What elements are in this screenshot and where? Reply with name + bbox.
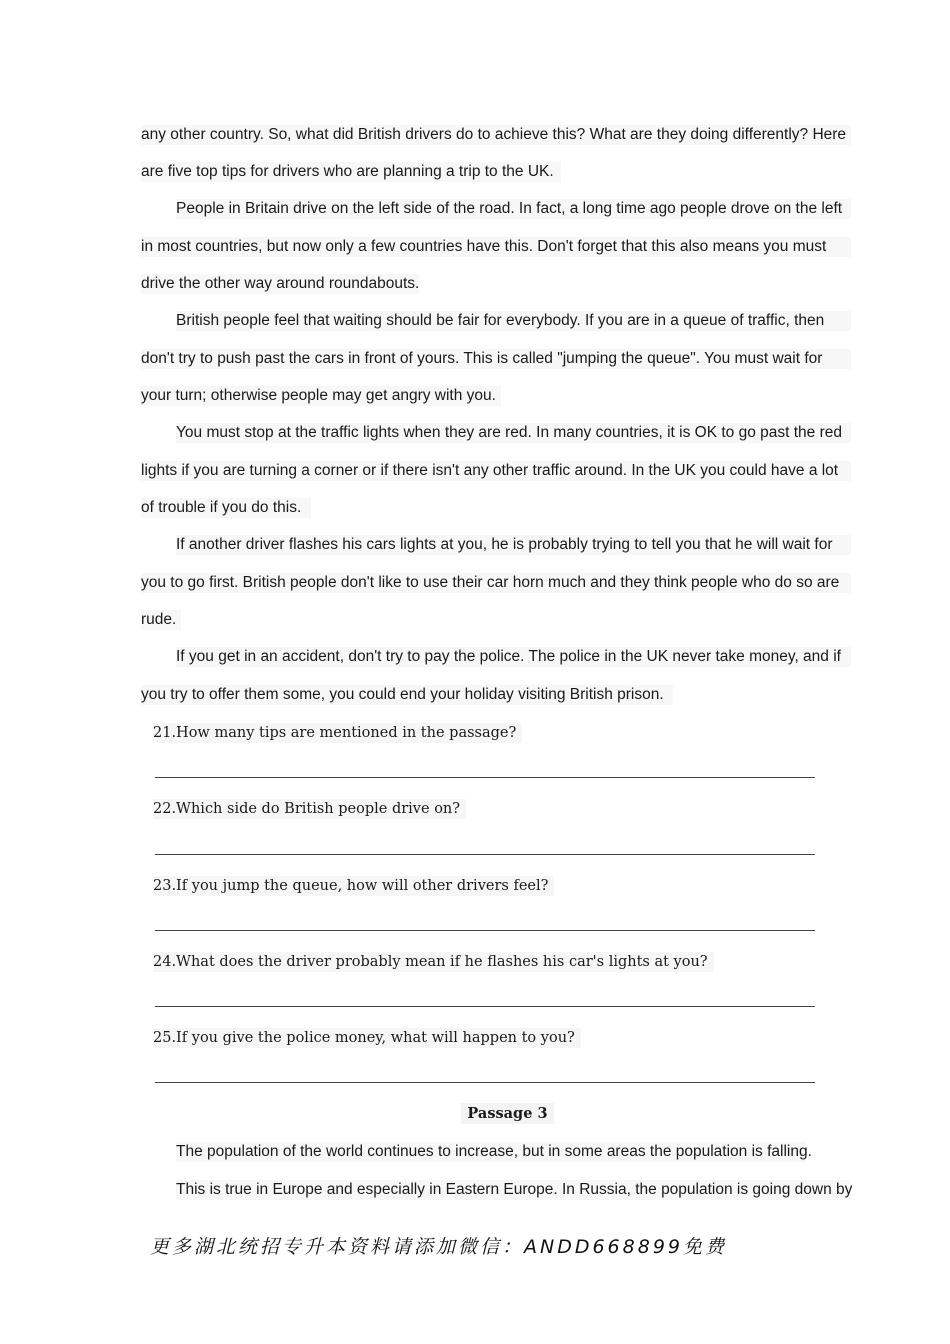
passage2-line: you to go first. British people don't like to use their car horn much and they think people who do so are bbox=[141, 573, 851, 593]
passage2-line: If another driver flashes his cars lights at you, he is probably trying to tell you that he will wait for bbox=[176, 535, 851, 555]
passage3-line: This is true in Europe and especially in Eastern Europe. In Russia, the population is going down by bbox=[176, 1181, 853, 1198]
passage2-line: any other country. So, what did British drivers do to achieve this? What are they doing differently? Here bbox=[141, 125, 851, 145]
passage2-line: in most countries, but now only a few countries have this. Don't forget that this also means you must bbox=[141, 237, 851, 257]
passage2-line: drive the other way around roundabouts. bbox=[141, 275, 420, 292]
question-21: 21.How many tips are mentioned in the passage? bbox=[153, 723, 522, 743]
question-25: 25.If you give the police money, what will happen to you? bbox=[153, 1028, 581, 1048]
question-23: 23.If you jump the queue, how will other drivers feel? bbox=[153, 876, 554, 896]
passage2-line: lights if you are turning a corner or if there isn't any other traffic around. In the UK you could have a lot bbox=[141, 461, 851, 481]
passage2-line: are five top tips for drivers who are planning a trip to the UK. bbox=[141, 162, 561, 182]
passage2-line: of trouble if you do this. bbox=[141, 498, 311, 518]
question-24: 24.What does the driver probably mean if he flashes his car's lights at you? bbox=[153, 952, 714, 972]
footer-notice: 更多湖北统招专升本资料请添加微信：ANDD668899免费 bbox=[150, 1236, 728, 1258]
passage2-line: British people feel that waiting should be fair for everybody. If you are in a queue of traffic, then bbox=[176, 311, 851, 331]
passage2-line: you try to offer them some, you could end your holiday visiting British prison. bbox=[141, 685, 673, 705]
passage2-line: You must stop at the traffic lights when they are red. In many countries, it is OK to go past the red bbox=[176, 423, 851, 443]
answer-line bbox=[155, 930, 815, 931]
answer-line bbox=[155, 854, 815, 855]
answer-line bbox=[155, 1006, 815, 1007]
passage2-line: rude. bbox=[141, 610, 181, 630]
passage3-line: The population of the world continues to increase, but in some areas the population is falling. bbox=[176, 1143, 812, 1160]
question-22: 22.Which side do British people drive on? bbox=[153, 799, 466, 819]
passage2-line: don't try to push past the cars in front of yours. This is called "jumping the queue". You must wait for bbox=[141, 349, 851, 369]
passage2-line: People in Britain drive on the left side of the road. In fact, a long time ago people drove on the left bbox=[176, 199, 851, 219]
passage3-heading bbox=[0, 1104, 950, 1124]
answer-line bbox=[155, 777, 815, 778]
passage3-heading-text: Passage 3 bbox=[461, 1103, 553, 1124]
passage2-line: If you get in an accident, don't try to pay the police. The police in the UK never take money, and if bbox=[176, 647, 851, 667]
answer-line bbox=[155, 1082, 815, 1083]
passage2-line: your turn; otherwise people may get angry with you. bbox=[141, 386, 501, 406]
